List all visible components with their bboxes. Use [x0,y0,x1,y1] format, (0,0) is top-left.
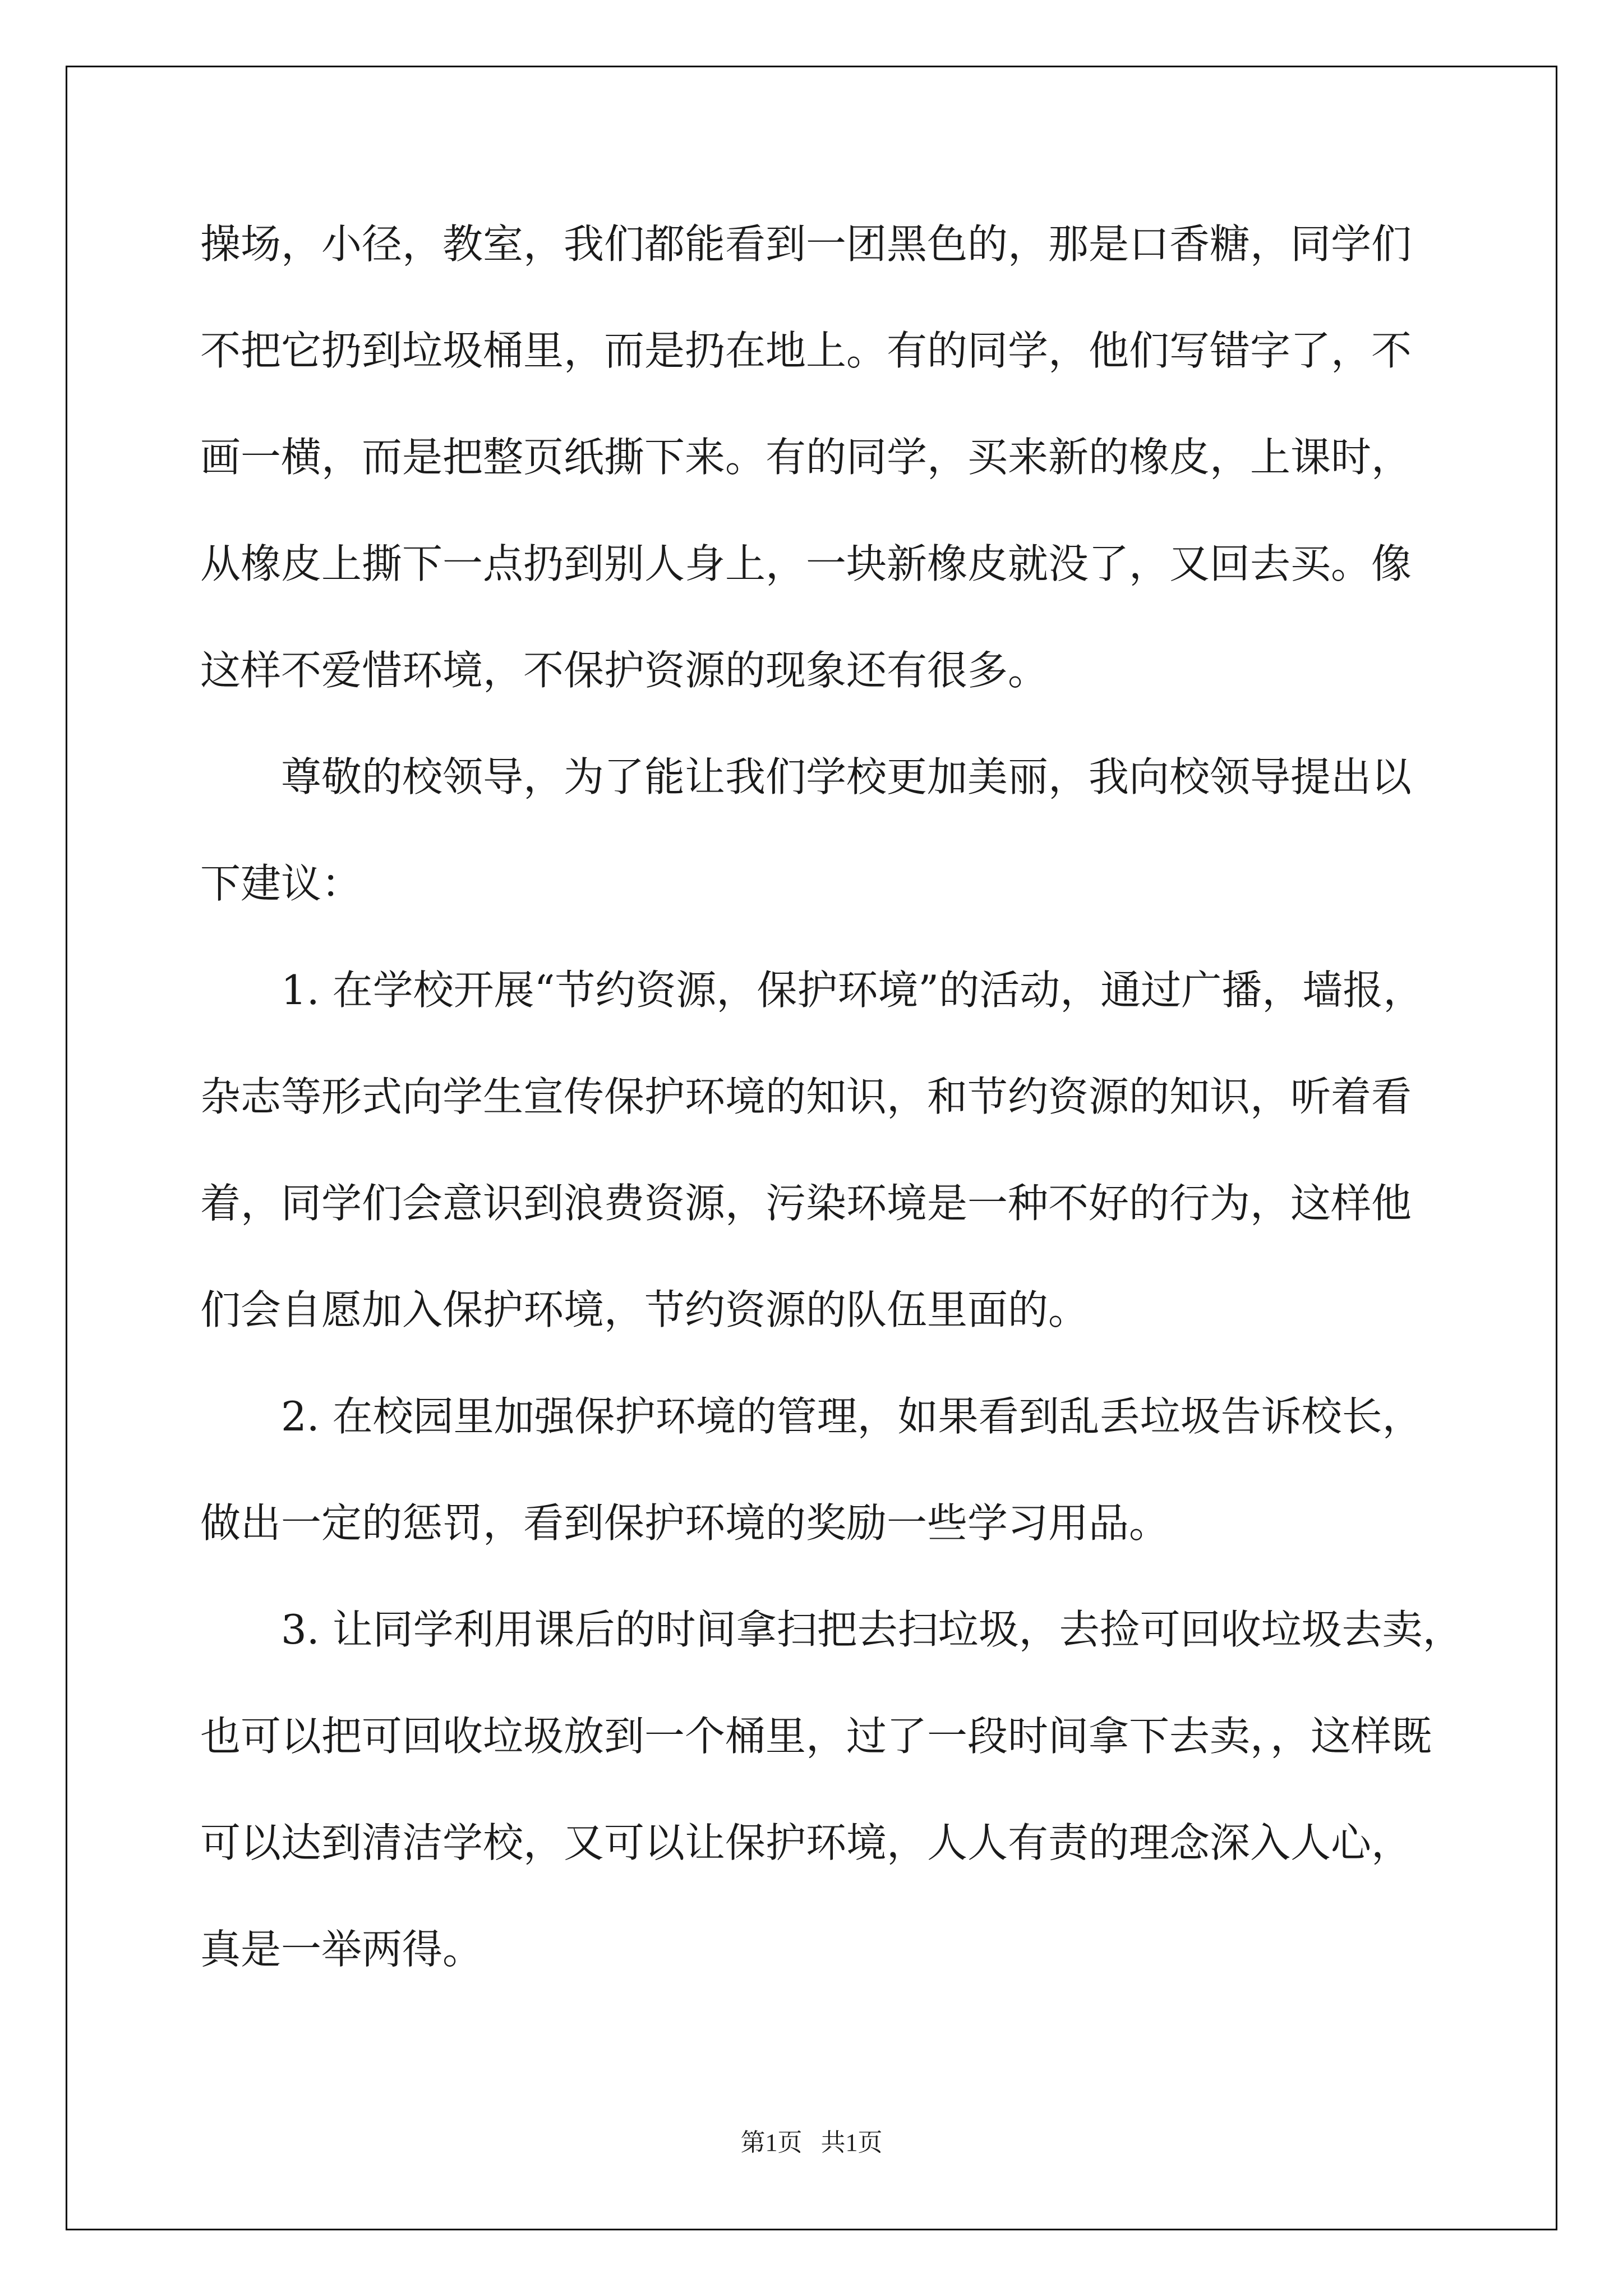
text-line: 从橡皮上撕下一点扔到别人身上，一块新橡皮就没了，又回去买。像 [200,540,1412,587]
text-line: 不把它扔到垃圾桶里，而是扔在地上。有的同学，他们写错字了，不 [200,327,1412,374]
text-line: 真是一举两得。 [200,1926,483,1973]
text-line: 2. 在校园里加强保护环境的管理，如果看到乱丢垃圾告诉校长， [200,1393,1423,1440]
document-body [200,213,1463,2025]
text-line: 画一横，而是把整页纸撕下来。有的同学，买来新的橡皮，上课时， [200,434,1412,481]
text-line: 1. 在学校开展“节约资源，保护环境”的活动，通过广播，墙报， [200,967,1424,1014]
text-line: 操场，小径，教室，我们都能看到一团黑色的，那是口香糖，同学们 [200,220,1412,268]
text-line: 做出一定的惩罚，看到保护环境的奖励一些学习用品。 [200,1499,1170,1547]
text-line: 也可以把可回收垃圾放到一个桶里，过了一段时间拿下去卖，，这样既 [200,1713,1432,1760]
text-line: 尊敬的校领导，为了能让我们学校更加美丽，我向校领导提出以 [200,753,1412,800]
text-line: 3. 让同学利用课后的时间拿扫把去扫垃圾，去捡可回收垃圾去卖， [200,1606,1463,1653]
page-footer: 第1页 共1页 [740,2129,883,2156]
text-line: 们会自愿加入保护环境，节约资源的队伍里面的。 [200,1286,1089,1333]
text-line: 着，同学们会意识到浪费资源，污染环境是一种不好的行为，这样他 [200,1180,1412,1227]
text-line: 杂志等形式向学生宣传保护环境的知识，和节约资源的知识，听着看 [200,1073,1412,1120]
text-line: 下建议： [200,860,362,907]
text-line: 这样不爱惜环境，不保护资源的现象还有很多。 [200,647,1049,694]
text-line: 可以达到清洁学校，又可以让保护环境，人人有责的理念深入人心， [200,1819,1412,1866]
